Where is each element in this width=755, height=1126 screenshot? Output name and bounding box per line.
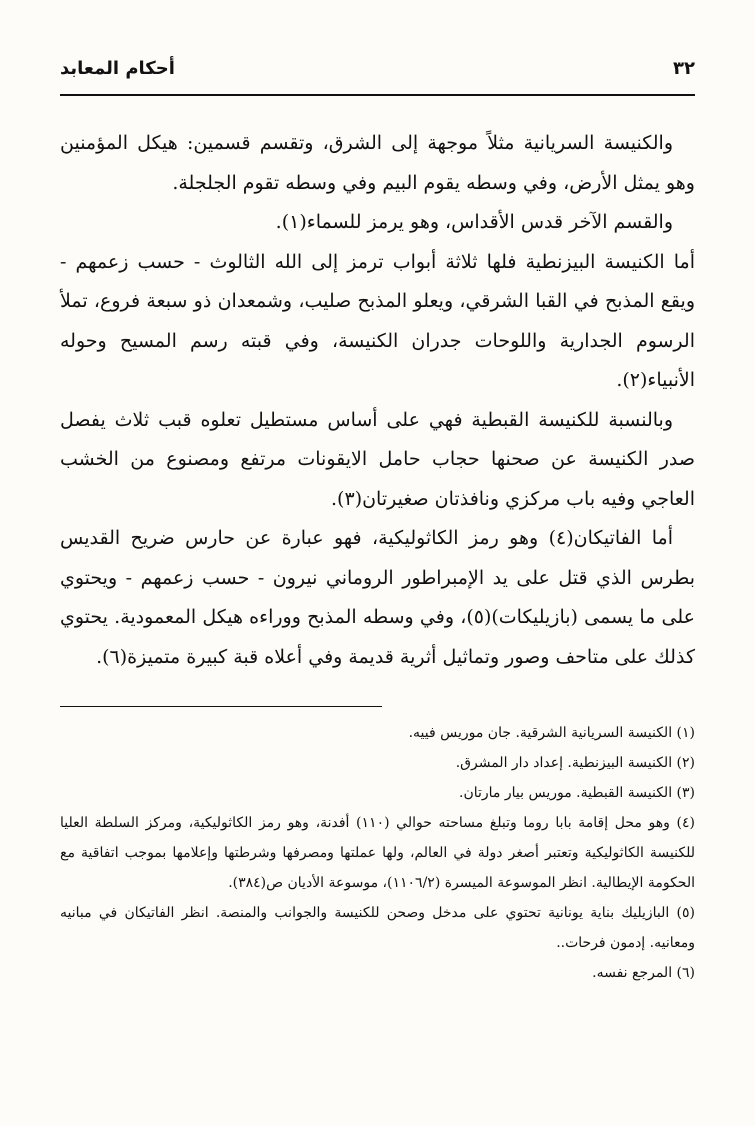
paragraph-byzantine-church: أما الكنيسة البيزنطية فلها ثلاثة أبواب ترمز إلى الله الثالوث - حسب زعمهم - ويقع المذبح في القبا الشرقي، ويعلو المذبح صليب، وشمعدان ذو سبعة فروع، تملأ الرسوم الجدارية واللوحات جدران الكنيسة، وفي قبته رسم المسيح وحوله الأنبياء(٢). xyxy=(60,250,695,391)
footnote-3: (٣) الكنيسة القبطية. موريس بيار مارتان. xyxy=(459,785,695,801)
paragraph-syriac-church: والكنيسة السريانية مثلاً موجهة إلى الشرق، وتقسم قسمين: هيكل المؤمنين وهو يمثل الأرض، وفي وسطه يقوم البيم وفي وسطه تقوم الجلجلة. xyxy=(60,132,695,194)
footnote-2: (٢) الكنيسة البيزنطية. إعداد دار المشرق. xyxy=(455,755,695,771)
page-number: ٣٢ xyxy=(673,58,695,79)
paragraph-vatican: أما الفاتيكان(٤) وهو رمز الكاثوليكية، فهو عبارة عن حارس ضريح القديس بطرس الذي قتل على يد الإمبراطور الروماني نيرون - حسب زعمهم - ويحتوي على ما يسمى (بازيليكات)(٥)، وفي وسطه المذبح ووراءه هيكل المعمودية. يحتوي كذلك على متاحف وصور وتماثيل أثرية قديمة وفي أعلاه قبة كبيرة متميزة(٦). xyxy=(60,527,696,668)
running-title: أحكام المعابد xyxy=(60,58,175,79)
footnote-5: (٥) البازيليك بناية يونانية تحتوي على مدخل وصحن للكنيسة والجوانب والمنصة. انظر الفاتيكان في مبانيه ومعانيه. إدمون فرحات.. xyxy=(60,905,695,951)
paragraph-coptic-church: وبالنسبة للكنيسة القبطية فهي على أساس مستطيل تعلوه قبب ثلاث يفصل صدر الكنيسة عن صحنها حجاب حامل الايقونات مرتفع ومصنوع من الخشب العاجي وفيه باب مركزي ونافذتان صغيرتان(٣). xyxy=(60,408,695,510)
footnote-separator xyxy=(60,706,382,707)
footnote-1: (١) الكنيسة السريانية الشرقية. جان موريس فييه. xyxy=(408,725,695,741)
footnote-4: (٤) وهو محل إقامة بابا روما وتبلغ مساحته حوالي (١١٠) أفدنة، وهو رمز الكاثوليكية، ومركز السلطة العليا للكنيسة الكاثوليكية وتعتبر أصغر دولة في العالم، ولها عملتها ومصرفها وشرطتها وإعلامها بموجب اتفاقية مع الحكومة الإيطالية. انظر الموسوعة الميسرة (١١٠٦/٢)، موسوعة الأديان ص(٣٨٤). xyxy=(60,815,695,891)
footnotes xyxy=(60,718,695,988)
page-header xyxy=(60,58,695,85)
footnote-6: (٦) المرجع نفسه. xyxy=(592,965,695,981)
main-text xyxy=(60,124,695,677)
paragraph-holy-of-holies: والقسم الآخر قدس الأقداس، وهو يرمز للسماء(١). xyxy=(275,211,673,233)
header-rule xyxy=(60,94,695,96)
